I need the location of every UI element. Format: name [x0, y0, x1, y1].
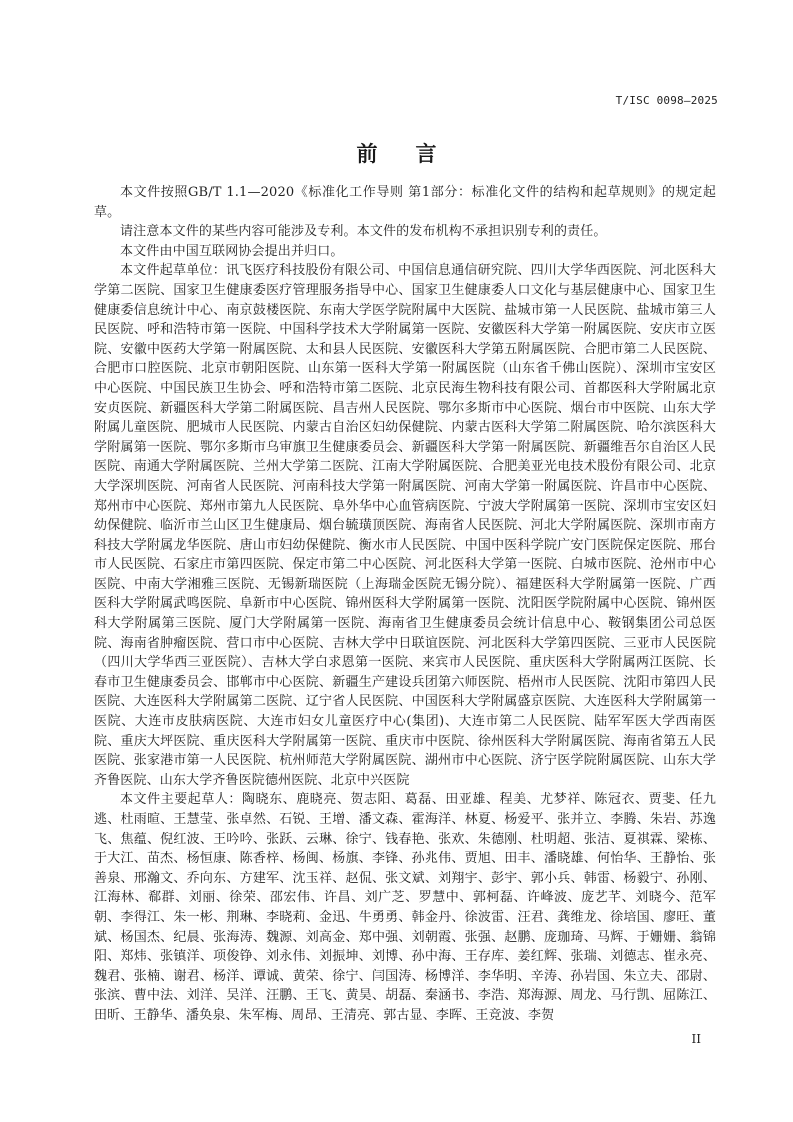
drafting-units-paragraph: 本文件起草单位：讯飞医疗科技股份有限公司、中国信息通信研究院、四川大学华西医院、河北医科大学第二医院、国家卫生健康委医疗管理服务指导中心、国家卫生健康委人口文化与基层健康中心、国家卫生健康委信息统计中心、南京鼓楼医院、东南大学医学院附属中大医院、盐城市第一人民医院、盐城市第三人民医院、呼和浩特市第一医院、中国科学技术大学附属第一医院、安徽医科大学第一附属医院、安庆市立医院、安徽中医药大学第一附属医院、太和县人民医院、安徽医科大学第五附属医院、合肥市第二人民医院、合肥市口腔医院、北京市朝阳医院、山东第一医科大学第一附属医院（山东省千佛山医院）、深圳市宝安区中心医院、中国民族卫生协会、呼和浩特市第二医院、北京民海生物科技有限公司、首都医科大学附属北京安贞医院、新疆医科大学第二附属医院、昌吉州人民医院、鄂尔多斯市中心医院、烟台市中医院、山东大学附属儿童医院、肥城市人民医院、内蒙古自治区妇幼保健院、内蒙古医科大学第二附属医院、哈尔滨医科大学附属第一医院、鄂尔多斯市乌审旗卫生健康委员会、新疆医科大学第一附属医院、新疆维吾尔自治区人民医院、南通大学附属医院、兰州大学第二医院、江南大学附属医院、合肥美亚光电技术股份有限公司、北京大学深圳医院、河南省人民医院、河南科技大学第一附属医院、河南大学第一附属医院、许昌市中心医院、郑州市中心医院、郑州市第九人民医院、阜外华中心血管病医院、宁波大学附属第一医院、深圳市宝安区妇幼保健院、临沂市兰山区卫生健康局、烟台毓璜顶医院、海南省人民医院、河北大学附属医院、深圳市南方科技大学附属龙华医院、唐山市妇幼保健院、衡水市人民医院、中国中医科学院广安门医院保定医院、邢台市人民医院、石家庄市第四医院、保定市第二中心医院、河北医科大学第一医院、白城市医院、沧州市中心医院、中南大学湘雅三医院、无锡新瑞医院（上海瑞金医院无锡分院）、福建医科大学附属第一医院、广西医科大学附属武鸣医院、阜新市中心医院、锦州医科大学附属第一医院、沈阳医学院附属中心医院、锦州医科大学附属第三医院、厦门大学附属第一医院、海南省卫生健康委员会统计信息中心、鞍钢集团公司总医院、海南省肿瘤医院、营口市中心医院、吉林大学中日联谊医院、河北医科大学第四医院、三亚市人民医院（四川大学华西三亚医院）、吉林大学白求恩第一医院、来宾市人民医院、重庆医科大学附属两江医院、长春市卫生健康委员会、邯郸市中心医院、新疆生产建设兵团第六师医院、梧州市人民医院、沈阳市第四人民医院、大连医科大学附属第二医院、辽宁省人民医院、中国医科大学附属盛京医院、大连医科大学附属第一医院、大连市皮肤病医院、大连市妇女儿童医疗中心(集团)、大连市第二人民医院、陆军军医大学西南医院、重庆大坪医院、重庆医科大学附属第一医院、重庆市中医院、徐州医科大学附属医院、海南省第五人民医院、张家港市第一人民医院、杭州师范大学附属医院、湖州市中心医院、济宁医学院附属医院、山东大学齐鲁医院、山东大学齐鲁医院德州医院、北京中兴医院	[94, 263, 716, 788]
drafting-rules-paragraph: 本文件按照GB/T 1.1—2020《标准化工作导则 第1部分：标准化文件的结构和起草规则》的规定起草。	[94, 185, 716, 220]
main-drafters-paragraph: 本文件主要起草人：陶晓东、鹿晓亮、贺志阳、葛磊、田亚雄、程美、尤梦祥、陈冠衣、贾斐、任九逃、杜雨暄、王慧莹、张卓然、石锐、王增、潘文森、霍海洋、林夏、杨爱平、张并立、李腾、朱岩、苏逸飞、焦蕴、倪红波、王吟吟、张跃、云琳、徐宁、钱春艳、张欢、朱德刚、杜明超、张洁、夏祺霖、梁栋、于大江、苗杰、杨恒康、陈香梓、杨闽、杨旗、李锋、孙兆伟、贾旭、田丰、潘晓雄、何怡华、王静怡、张善泉、邢瀚文、乔向东、方建军、沈玉祥、赵侃、张文斌、刘翔宇、彭宇、郭小兵、韩雷、杨毅宁、孙刚、江海林、郗群、刘丽、徐荣、邵宏伟、许昌、刘广芝、罗慧中、郭柯磊、许峰波、庞艺芊、刘晓今、范军朝、李得江、朱一彬、荆琳、李晓莉、金迅、牛勇勇、韩金丹、徐波雷、汪君、龚维龙、徐培国、廖旺、董斌、杨国杰、纪晨、张海涛、魏源、刘高金、郑中强、刘朝霞、张强、赵鹏、庞珈琦、马辉、于姗姗、翁锦阳、郑炜、张镇洋、项俊铮、刘永伟、刘振坤、刘博、孙中海、王存库、姜红辉、张瑞、刘德志、崔永亮、魏君、张楠、谢君、杨洋、谭诚、黄荣、徐宁、闫国涛、杨博洋、李华明、辛涛、孙岩国、朱立夫、邵尉、张滨、曹中法、刘洋、吴洋、汪鹏、王飞、黄昊、胡磊、秦涵书、李浩、郑海源、周龙、马行凯、屈陈江、田昕、王静华、潘奂泉、朱军梅、周昂、王清亮、郭古显、李晖、王竞波、李贺	[94, 792, 716, 1023]
page-number: II	[691, 1032, 701, 1046]
standard-code: T/ISC 0098—2025	[615, 94, 718, 107]
patent-notice-paragraph: 请注意本文件的某些内容可能涉及专利。本文件的发布机构不承担识别专利的责任。	[120, 224, 607, 240]
proposer-paragraph: 本文件由中国互联网协会提出并归口。	[120, 243, 344, 259]
page-title: 前言	[356, 142, 475, 166]
foreword-body	[94, 183, 716, 1026]
